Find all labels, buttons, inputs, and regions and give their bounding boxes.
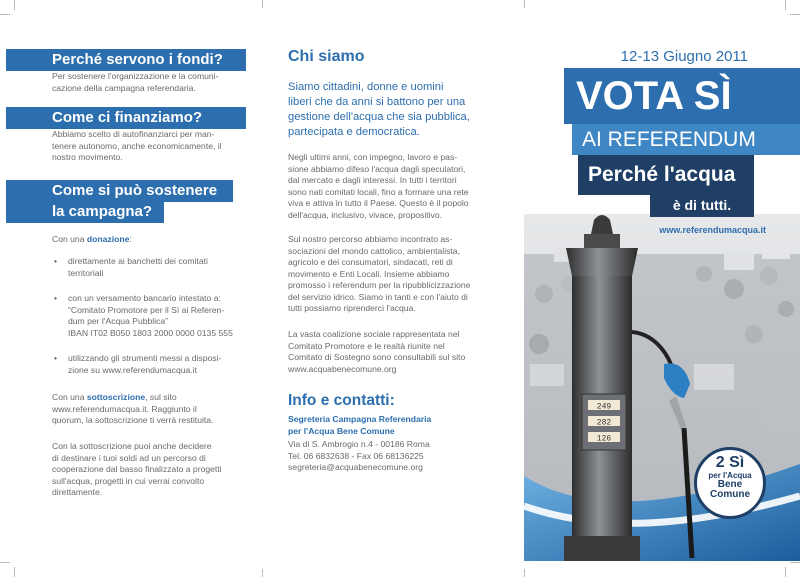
lead-text: Siamo cittadini, donne e uomini liberi che da anni si battono per una gestione dell'acqua che sia pubblica, partecipata e democratica. [288,81,470,138]
date-label: 12-13 Giugno 2011 [620,48,748,65]
heading-who-we-are: Chi siamo [288,48,365,65]
list-item: • con un versamento bancario intestato a: “Comitato Promotore per il Sì ai Referen- dum per l'Acqua Pubblica” IBAN IT02 B050 1803 2000 0000 0135 555 [52,293,257,339]
headline-perche: Perché l'acqua [578,155,754,195]
heading-how-support-2: la campagna? [6,201,164,223]
meter-reading-3: 126 [596,434,612,444]
list-item: • utilizzando gli strumenti messi a disposi- zione su www.referendumacqua.it [52,353,257,376]
panel-cover [524,0,800,577]
panel-funds [0,0,262,577]
meter-reading-2: 282 [596,418,612,428]
text-subscription: Con una sottoscrizione, sul sito www.referendumacqua.it. Raggiunto il quorum, la sottoscrizione ti verrà restituita. [52,392,214,425]
paragraph-associations: Sul nostro percorso abbiamo incontrato as- sociazioni del mondo cattolico, ambientalista, agricolo e dei consumatori, sindacati, reti di movimento e Enti Locali. Insieme abbiamo promosso i referendum per la ripubblicizzazione del servizio idrico. Siamo in tanti e con l'aiuto di tutti possiamo riprenderci l'acqua. [288,234,471,313]
contact-block: Segreteria Campagna Referendaria per l'Acqua Bene Comune Via di S. Ambrogio n.4 - 00186 Roma Tel. 06 6832638 - Fax 06 68136225 segreteria@acquabenecomune.org [288,414,432,472]
heading-how-financed: Come ci finanziamo? [6,107,246,129]
campaign-logo: 2 Sì per l'Acqua Bene Comune [694,447,766,519]
text-cooperation: Con la sottoscrizione puoi anche decidere di destinare i tuoi soldi ad un percorso di cooperazione dal basso finalizzato a progetti sull'acqua, progetti in cui verrai convolto direttamente. [52,441,222,497]
paragraph-coalition: La vasta coalizione sociale rappresentata nel Comitato Promotore e le realtà riunite nel Comitato di Sostegno sono consultabili sul sito www.acquabenecomune.org [288,329,466,374]
list-item: • direttamente ai banchetti dei comitati territoriali [52,256,257,279]
heading-why-funds: Perché servono i fondi? [6,49,246,71]
website-link[interactable]: www.referendumacqua.it [659,225,766,235]
text-donation: Con una donazione: [52,234,132,244]
text-why-funds: Per sostenere l'organizzazione e la comuni- cazione della campagna referendaria. [52,71,219,93]
heading-how-support: Come si può sostenere [6,180,233,202]
text-how-financed: Abbiamo scelto di autofinanziarci per man- tenere autonomo, anche economicamente, il nostro movimento. [52,129,222,162]
meter-reading-1: 249 [596,402,612,412]
fountain-photo [524,214,800,561]
headline-referendum: AI REFERENDUM [572,124,800,155]
panel-who-we-are [262,0,524,577]
headline-vota-si: VOTA SÌ [564,68,800,124]
donation-list [52,256,257,386]
headline-di-tutti: è di tutti. [650,193,754,217]
heading-info-contacts: Info e contatti: [288,392,395,409]
paragraph-network: Negli ultimi anni, con impegno, lavoro e pas- sione abbiamo difeso l'acqua dagli speculatori, dal mercato e dagli interessi. In tutti i territori sono nati comitati locali, fino a formare una rete viva e attiva in tutto il Paese. Questo è il popolo dell'acqua, inclusivo, vivace, propositivo. [288,152,469,220]
logo-text: 2 Sì [715,454,745,471]
